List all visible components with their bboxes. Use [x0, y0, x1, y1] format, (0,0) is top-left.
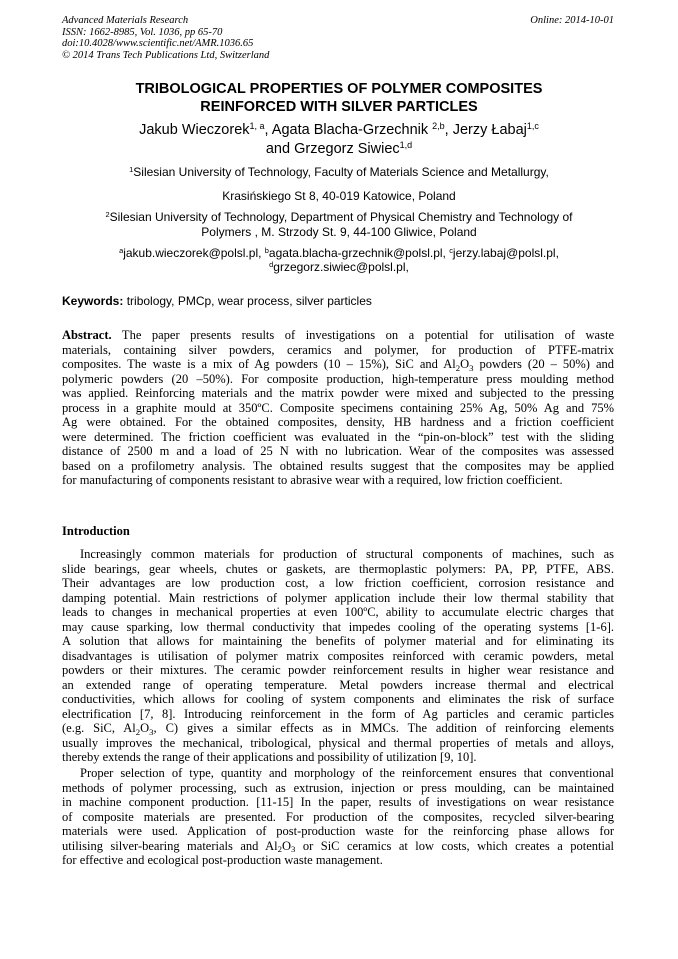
affiliation-text: Silesian University of Technology, Faculty of Materials Science and Metallurgy, [133, 165, 549, 179]
email-link[interactable]: jerzy.labaj@polsl.pl, [452, 246, 559, 260]
abstract-line: were determined. The friction coefficient was evaluated in the “pin-on-block” test with the sliding [62, 429, 614, 444]
paragraph-line: damping potential. Main restrictions of polymer application include their low thermal stability that [62, 590, 614, 605]
keywords-text: tribology, PMCp, wear process, silver particles [123, 294, 372, 308]
affiliation-text: Polymers , M. Strzody St. 9, 44-100 Gliwice, Poland [201, 224, 477, 239]
paragraph-line: of composite materials are presented. For production of the composites, recycled silver-bearing [62, 809, 614, 824]
paragraph-line: may cause sparking, low thermal conductivity that impedes cooling of the operating systems [1-6]. [62, 619, 614, 634]
paragraph-line: methods of polymer processing, such as extrusion, injection or press moulding, can be maintained [62, 780, 614, 795]
author-name: Agata Blacha-Grzechnik [271, 122, 433, 138]
paragraph-line: for effective and ecological post-production waste management. [62, 853, 383, 867]
paragraph-line: electrification [7, 8]. Introducing reinforcement in the form of Ag particles and ceramic particles [62, 706, 614, 721]
paragraph-line: thereby extends the range of their applications and possibility of utilization [9, 10]. [62, 750, 477, 764]
author-name: Jakub Wieczorek [139, 122, 250, 138]
author-affiliation-mark: 1,d [399, 140, 413, 151]
email-mark: b [264, 245, 269, 255]
journal-copyright: © 2014 Trans Tech Publications Ltd, Switzerland [62, 49, 270, 61]
abstract-line: Ag were obtained. For the obtained composites, density, HB hardness and a friction coefficient [62, 415, 614, 429]
affiliation-number: 2 [105, 209, 110, 219]
abstract-line: based on a profilometry analysis. The obtained results suggest that the composites may be applied [62, 458, 614, 473]
email-link[interactable]: jakub.wieczorek@polsl.pl, [123, 246, 265, 260]
abstract [62, 328, 614, 488]
journal-issn: ISSN: 1662-8985, Vol. 1036, pp 65-70 [62, 26, 223, 38]
author-emails [62, 246, 616, 274]
author-affiliation-mark: 1, a [249, 121, 265, 132]
abstract-line: polymeric powders (20 –50%). For composite production, high-temperature press moulding method [62, 371, 614, 386]
paragraph-line: usually improves the mechanical, tribological, physical and thermal properties of metals and alloys, [62, 735, 614, 750]
paper-title [62, 80, 616, 116]
paragraph-line: utilising silver-bearing materials and $Al_2O_3$ or SiC ceramics at low costs, which creates a potential [62, 838, 614, 855]
abstract-line: Abstract. The paper presents results of investigations on a potential for utilisation of waste [62, 328, 614, 342]
abstract-line: for manufacturing of components resistant to abrasive wear with a required, low friction coefficient. [62, 473, 563, 487]
email-mark: c [449, 245, 453, 255]
abstract-line: distance of 2500 m and a load of 25 N with no lubrication. Wear of the composites was assessed [62, 444, 614, 458]
paragraph-line: Proper selection of type, quantity and morphology of the reinforcement ensures that conventional [80, 766, 614, 780]
abstract-line: process in a graphite mould at 350ºC. Composite specimens containing 25% Ag, 50% Ag and 75% [62, 400, 614, 415]
paragraph-line: leads to changes in mechanical properties at even 100ºC, ability to accumulate electric charges that [62, 605, 614, 619]
affiliation-1 [62, 165, 616, 180]
affiliation-1-address: Krasińskiego St 8, 40-019 Katowice, Poland [222, 189, 456, 203]
paragraph-line: disadvantages is utilisation of polymer matrix composites reinforced with ceramic powders, metal [62, 648, 614, 663]
paragraph-line: Their advantages are low production cost, a low friction coefficient, corrosion resistance and [62, 576, 614, 590]
paragraph-line: in machine component production. [11-15] In the paper, results of investigations on wear resistance [62, 795, 614, 809]
keywords [62, 294, 616, 309]
author-name: Jerzy Łabaj [452, 122, 527, 138]
title-line-2: REINFORCED WITH SILVER PARTICLES [200, 99, 478, 115]
abstract-line: was applied. Reinforcing materials and the matrix powder were mixed and subjected to the pressing [62, 386, 614, 400]
email-link[interactable]: grzegorz.siwiec@polsl.pl, [273, 260, 409, 274]
journal-header [62, 15, 269, 61]
journal-doi[interactable]: doi:10.4028/www.scientific.net/AMR.1036.65 [62, 38, 254, 49]
author-name: and Grzegorz Siwiec [265, 141, 400, 157]
paragraph-line: an extended range of operating temperature. Metal powders increase thermal and electrical [62, 677, 614, 692]
online-date: Online: 2014-10-01 [530, 15, 614, 26]
introduction-paragraph-1 [62, 547, 614, 765]
affiliation-2 [62, 210, 616, 239]
author-affiliation-mark: 1,c [526, 121, 539, 132]
paragraph-line: slide bearings, gear wheels, chutes or gaskets, are thermoplastic polymers: PA, PP, PTFE, ABS. [62, 561, 614, 576]
paragraph-line: materials were used. Application of post-production waste for the reinforcing phase allows for [62, 824, 614, 838]
title-line-1: TRIBOLOGICAL PROPERTIES OF POLYMER COMPOSITES [135, 81, 543, 97]
email-link[interactable]: agata.blacha-grzechnik@polsl.pl, [268, 246, 450, 260]
keywords-label: Keywords: [62, 294, 124, 308]
affiliation-text: Silesian University of Technology, Department of Physical Chemistry and Technology of [109, 210, 573, 224]
paragraph-line: conductivities, which allows for cooling of system components and eliminates the risk of surface [62, 692, 614, 706]
paragraph-line: (e.g. SiC, $Al_2O_3$, C) gives a similar effects as in MMCs. The addition of reinforcing elements [62, 721, 614, 737]
paragraph-line: powders or their mixtures. The ceramic powder reinforcement results in higher wear resistance and [62, 663, 614, 677]
journal-name: Advanced Materials Research [62, 15, 189, 26]
introduction-paragraph-2 [62, 766, 614, 868]
abstract-line: materials, containing silver powders, ceramics and polymer, for production of PTFE-matrix [62, 342, 614, 357]
abstract-line: composites. The waste is a mix of Ag powders (10 – 15%), SiC and $Al_2O_3$ powders (20 – 50%) and [62, 357, 614, 373]
section-heading-introduction: Introduction [62, 524, 130, 538]
abstract-label: Abstract. [62, 328, 112, 342]
email-mark: a [119, 245, 124, 255]
paragraph-line: A solution that allows for maintaining the benefits of polymer material and for eliminating its [62, 634, 614, 648]
email-mark: d [269, 259, 274, 269]
paragraph-line: Increasingly common materials for production of structural components of machines, such as [80, 547, 614, 561]
author-affiliation-mark: 2,b [432, 121, 445, 132]
author-list: Jakub Wieczorek$^{1, a}$, Agata Blacha-Grzechnik $^{2,b}$, Jerzy Łabaj$^{1,c}$ and Grzegorz Siwiec$^{1,d}$ [139, 121, 539, 157]
affiliation-number: 1 [129, 164, 134, 174]
